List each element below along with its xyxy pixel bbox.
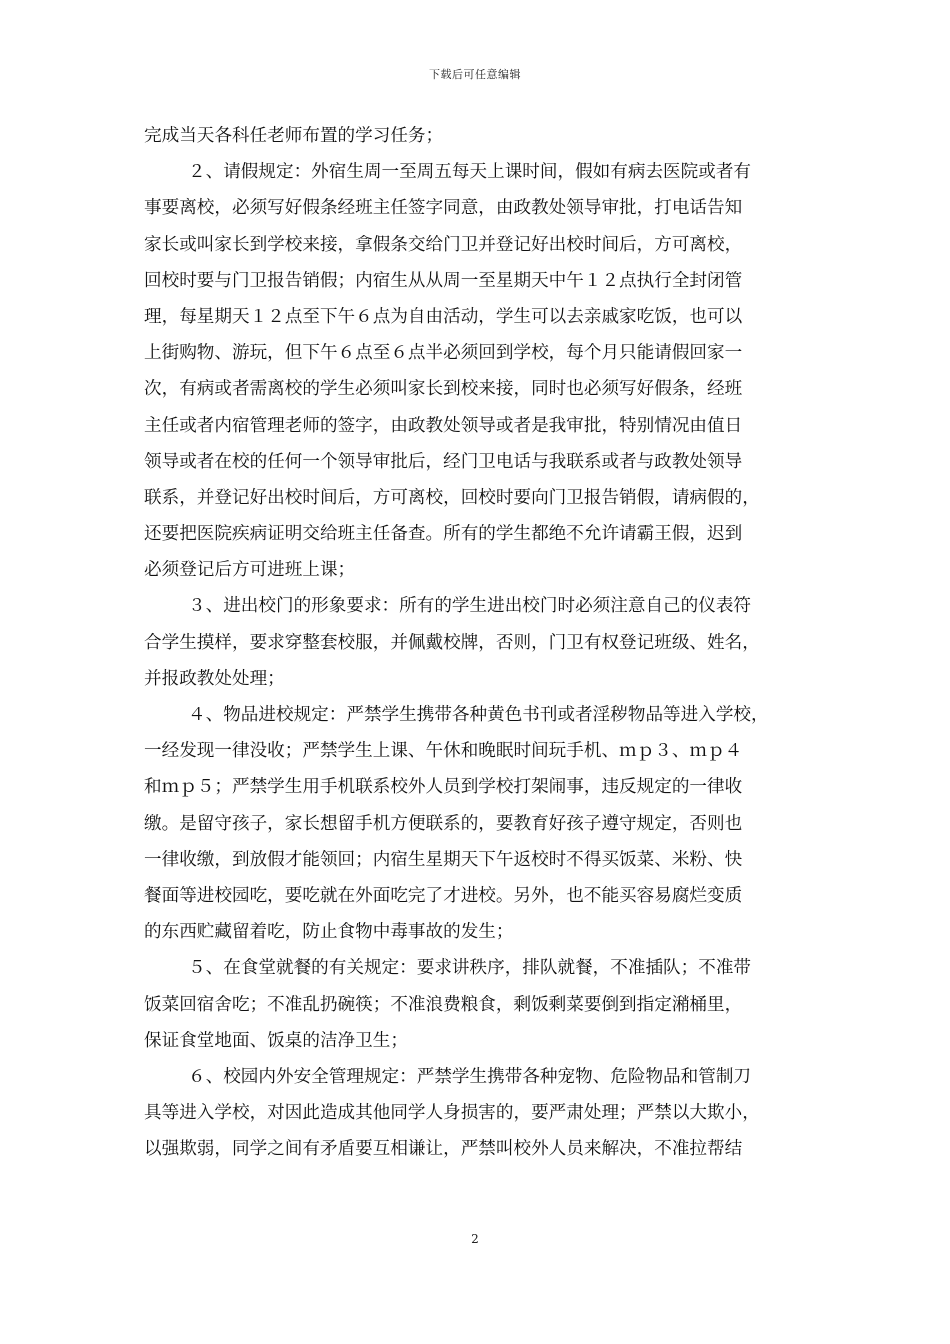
text-line: ６、校园内外安全管理规定：严禁学生携带各种宠物、危险物品和管制刀 bbox=[188, 1066, 752, 1087]
text-line: 完成当天各科任老师布置的学习任务； bbox=[144, 126, 444, 146]
text-line: ４、物品进校规定：严禁学生携带各种黄色书刊或者淫秽物品等进入学校， bbox=[188, 705, 769, 725]
text-line: 并报政教处处理； bbox=[144, 668, 285, 689]
text-line: 联系，并登记好出校时间后，方可离校，回校时要向门卫报告销假，请病假的， bbox=[144, 487, 760, 508]
text-line: 事要离校，必须写好假条经班主任签字同意，由政教处领导审批，打电话告知 bbox=[144, 198, 743, 219]
text-line: 和ｍｐ５；严禁学生用手机联系校外人员到学校打架闹事，违反规定的一律收 bbox=[144, 777, 743, 798]
text-line: 上街购物、游玩，但下午６点至６点半必须回到学校，每个月只能请假回家一 bbox=[144, 343, 743, 364]
text-line: 缴。是留守孩子，家长想留手机方便联系的，要教育好孩子遵守规定，否则也 bbox=[144, 813, 743, 834]
text-line: 理，每星期天１２点至下午６点为自由活动，学生可以去亲戚家吃饭，也可以 bbox=[144, 306, 743, 327]
text-line: 必须登记后方可进班上课； bbox=[144, 560, 356, 581]
text-line: 的东西贮藏留着吃，防止食物中毒事故的发生； bbox=[144, 922, 514, 943]
text-line: 家长或叫家长到学校来接，拿假条交给门卫并登记好出校时间后，方可离校， bbox=[144, 234, 743, 255]
text-line: 以强欺弱，同学之间有矛盾要互相谦让，严禁叫校外人员来解决，不准拉帮结 bbox=[144, 1139, 743, 1160]
page-number: 2 bbox=[471, 1232, 479, 1246]
text-line: 一经发现一律没收；严禁学生上课、午休和晚眠时间玩手机、ｍｐ３、ｍｐ４ bbox=[144, 741, 743, 762]
text-line: 饭菜回宿舍吃；不准乱扔碗筷；不准浪费粮食，剩饭剩菜要倒到指定潲桶里， bbox=[144, 994, 743, 1015]
text-line: 主任或者内宿管理老师的签字，由政教处领导或者是我审批，特别情况由值日 bbox=[144, 415, 743, 436]
text-line: ２、请假规定：外宿生周一至周五每天上课时间，假如有病去医院或者有 bbox=[188, 162, 752, 183]
text-line: 领导或者在校的任何一个领导审批后，经门卫电话与我联系或者与政教处领导 bbox=[144, 451, 743, 472]
text-line: 合学生摸样，要求穿整套校服，并佩戴校牌，否则，门卫有权登记班级、姓名， bbox=[144, 632, 760, 653]
text-line: 具等进入学校，对因此造成其他同学人身损害的，要严肃处理；严禁以大欺小， bbox=[144, 1103, 760, 1124]
page-header: 下载后可任意编辑 bbox=[429, 68, 521, 81]
text-line: 餐面等进校园吃，要吃就在外面吃完了才进校。另外，也不能买容易腐烂变质 bbox=[144, 885, 743, 906]
text-line: 次，有病或者需离校的学生必须叫家长到校来接，同时也必须写好假条，经班 bbox=[144, 379, 743, 400]
text-line: ５、在食堂就餐的有关规定：要求讲秩序，排队就餐，不准插队；不准带 bbox=[188, 958, 752, 979]
text-line: 还要把医院疾病证明交给班主任备查。所有的学生都绝不允许请霸王假，迟到 bbox=[144, 524, 743, 545]
text-line: 回校时要与门卫报告销假；内宿生从从周一至星期天中午１２点执行全封闭管 bbox=[144, 270, 743, 291]
text-line: 一律收缴，到放假才能领回；内宿生星期天下午返校时不得买饭菜、米粉、快 bbox=[144, 849, 743, 870]
text-line: ３、进出校门的形象要求：所有的学生进出校门时必须注意自己的仪表符 bbox=[188, 596, 752, 617]
text-line: 保证食堂地面、饭桌的洁净卫生； bbox=[144, 1030, 408, 1051]
document-body bbox=[144, 118, 808, 1167]
